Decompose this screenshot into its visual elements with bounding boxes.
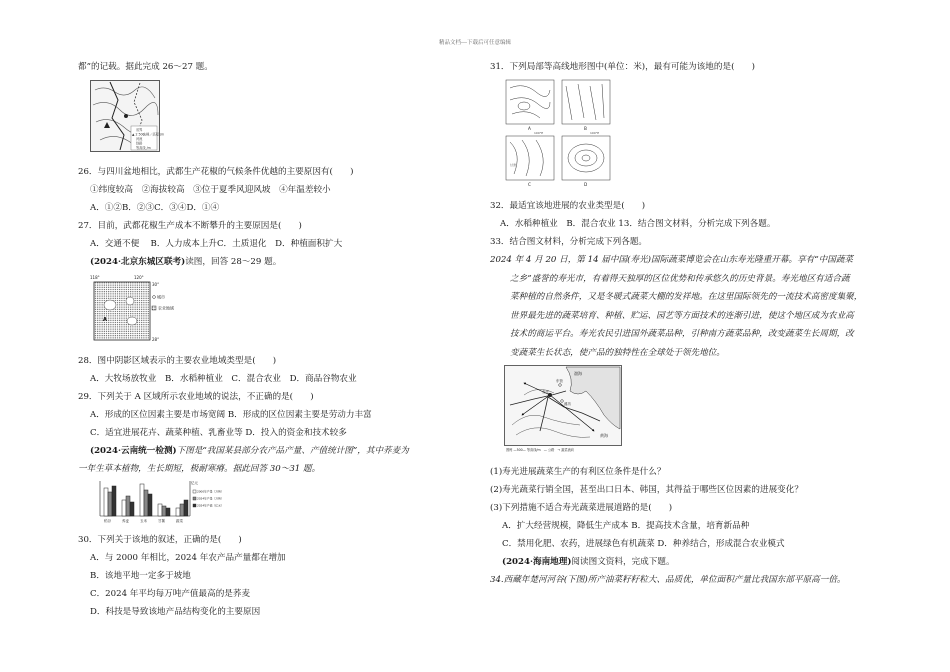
map-label-yellowsea: 黄海 <box>600 433 608 438</box>
q30-intro-line2: 一年生草本植物，生长期短，极耐寒瘠。据此回答 30～31 题。 <box>78 464 321 474</box>
q33-passage-line: 菜种植的自然条件，又是冬暖式蔬菜大棚的发祥地。在这里国际领先的一流技术高密度集聚， <box>510 292 863 302</box>
left-column <box>78 58 463 621</box>
lon-label: 120° <box>134 275 144 280</box>
map-legend: 图例 —500— 等高线/m — 公路 → 蔬菜流向 <box>506 448 574 452</box>
q34-intro: 阅读图文资料，完成下题。 <box>571 557 675 567</box>
page-header: 精品文档---下载后可任意编辑 <box>439 40 511 46</box>
q30-source: (2024·云南统一检测) <box>90 446 177 456</box>
q33-sub3: (3)下列措施不适合寿光蔬菜进展道路的是( ) <box>490 503 673 513</box>
contour-tick: 甘肃 <box>510 163 517 167</box>
legend-item: 铁路 <box>136 141 143 146</box>
q30-a: A．与 2000 年相比，2024 年农产品产量都在增加 <box>90 553 286 563</box>
legend-item: 等高线 /m <box>136 146 151 150</box>
right-column <box>490 58 885 589</box>
wudu-map-figure <box>90 80 463 159</box>
q27-choices: A．交通不便 B．人力成本上升C．土质退化 D．种植面积扩大 <box>90 239 343 249</box>
q30-stem: 30．下列关于该地的叙述，正确的是( ) <box>78 535 242 545</box>
q33-passage-line: 之乡”盛誉的寿光市，有着得天独厚的区位优势和传承悠久的历史背景。寿光地区有适合蔬 <box>510 273 850 284</box>
q30-intro: 下图是“我国某县部分农产品产量、产值统计图”，其中荞麦为 <box>176 446 409 456</box>
chart-legend: 2000年产量（万吨） <box>197 489 224 494</box>
q33-passage-line: 世界最先进的蔬菜培育、种植、贮运、园艺等方面技术的连渐引进，使这个地区成为农业高 <box>510 310 854 321</box>
chart-unit: 亿元 <box>191 481 198 485</box>
legend-item: 省界 <box>136 128 143 132</box>
chart-category: 蔬菜 <box>176 519 183 523</box>
q31-stem: 31．下列局部等高线地形图中(单位：米)，最有可能为该地的是( ) <box>490 62 755 72</box>
chart-category: 稻谷 <box>104 519 111 523</box>
chart-category: 甘薯 <box>158 519 165 523</box>
q26-options: ①纬度较高 ②海拔较高 ③位于夏季风迎风坡 ④年温差较小 <box>90 185 331 195</box>
q27-stem: 27．目前，武都花椒生产成本不断攀升的主要原因是( ) <box>78 221 302 231</box>
contour-maps-figure <box>504 78 885 195</box>
contour-tick: 100°E <box>534 131 544 135</box>
contour-panel-label: D <box>584 182 588 187</box>
legend-item: 河流 <box>136 137 143 141</box>
q30-c: C．2024 年平均每万吨产值最高的是荞麦 <box>90 589 251 599</box>
q26-stem: 26．与四川盆地相比，武都生产花椒的气候条件优越的主要原因有( ) <box>78 167 354 177</box>
contour-panel-label: A <box>528 126 531 131</box>
agri-region-map-figure <box>90 273 463 350</box>
legend-city: 城市 <box>157 294 165 300</box>
wudu-map <box>90 80 165 152</box>
production-chart-figure <box>90 478 463 531</box>
q33-stem: 33．结合图文材料，分析完成下列各题。 <box>490 237 648 247</box>
q32-choices: A．水稻种植业 B．混合农业 13．结合图文材料，分析完成下列各题。 <box>500 219 776 229</box>
q34-source: (2024·海南地理) <box>502 557 572 567</box>
shouguang-map-figure <box>504 365 885 460</box>
q29-line-a: A．形成的区位因素主要是市场宽阔 B．形成的区位因素主要是劳动力丰富 <box>90 410 372 420</box>
q33-sub3-a: A．扩大经营规模，降低生产成本 B．提高技术含量，培育新品种 <box>502 521 750 531</box>
q28-choices: A．大牧场放牧业 B．水稻种植业 C．混合农业 D．商品谷物农业 <box>90 374 357 384</box>
lon-label: 118° <box>90 275 100 280</box>
q30-b: B．该地平地一定多于坡地 <box>90 571 191 581</box>
map-label-shouguang: 寿光 <box>542 390 549 394</box>
q29-stem: 29．下列关于 A 区域所示农业地域的说法，不正确的是( ) <box>78 392 314 402</box>
q32-stem: 32．最适宜该地进展的农业类型是( ) <box>490 201 646 211</box>
shouguang-map <box>504 365 622 453</box>
production-chart <box>90 478 224 524</box>
map-label-weifang: 潍坊 <box>564 402 571 406</box>
map-label-bohai: 渤海 <box>574 371 582 376</box>
q26-choices: A．①②B．②③C．③④D．①④ <box>90 203 220 213</box>
contour-panel-label: C <box>528 182 531 187</box>
q28-source: (2024·北京东城区联考) <box>90 257 186 267</box>
chart-category: 荞麦 <box>122 519 129 523</box>
q33-sub2: (2)寿光蔬菜行销全国，甚至出口日本、韩国，其得益于哪些区位因素的进展变化？ <box>490 485 803 495</box>
legend-item: ▲ 2 500 <box>132 132 145 137</box>
lat-label: 30° <box>152 282 160 287</box>
chart-legend: 2024年产量（万吨） <box>197 496 224 501</box>
chart-category: 玉米 <box>140 519 147 523</box>
q28-stem: 28．图中阴影区域表示的主要农业地域类型是( ) <box>78 356 277 366</box>
q28-intro: 读图，回答 28～29 题。 <box>185 257 282 267</box>
contour-panel-label: B <box>584 126 587 131</box>
lat-label: 28° <box>152 337 160 342</box>
q33-passage-line: 技术的商运平台。寿光农民引进国外蔬菜品种，引种南方蔬菜品种，改变蔬菜生长周期，改 <box>510 329 854 339</box>
contour-maps <box>504 78 614 188</box>
q34-stem: 34.西藏年楚河河谷(下图)所产油菜籽籽粒大、品质优，单位面积产量比我国东部平原高一倍。 <box>490 575 846 585</box>
intro-text: 都”的记载。据此完成 26～27 题。 <box>78 62 213 72</box>
legend-region: 农业地域 <box>158 305 174 311</box>
contour-tick: 100°E <box>590 131 600 135</box>
area-a-label: A <box>103 317 107 323</box>
q33-sub1: (1)寿光进展蔬菜生产的有利区位条件是什么？ <box>490 467 666 477</box>
agri-region-map <box>90 273 190 343</box>
city-symbol-icon <box>153 296 156 299</box>
legend-item: 山峰／高程 /m <box>143 132 165 137</box>
region-symbol-icon <box>152 306 156 310</box>
q30-d: D．科技是导致该地产品结构变化的主要原因 <box>90 607 261 617</box>
q33-passage <box>490 251 885 362</box>
q33-passage-line: 变蔬菜生长状态，使产品的独特性在全球处于领先地位。 <box>510 347 725 358</box>
q29-line-c: C．适宜进展花卉、蔬菜种植、乳畜业等 D．投入的资金和技术较多 <box>90 428 347 438</box>
q33-passage-line: 2024 年 4 月 20 日，第 14 届中国(寿光)国际蔬菜博览会在山东寿光隆重开幕。享有“中国蔬菜 <box>490 255 854 265</box>
map-label-dongying: 东营 <box>556 379 563 383</box>
q33-sub3-c: C．禁用化肥、农药，进展绿色有机蔬菜 D．种养结合，形成混合农业模式 <box>502 539 785 549</box>
chart-legend: 2024年产值（亿元） <box>197 503 224 508</box>
